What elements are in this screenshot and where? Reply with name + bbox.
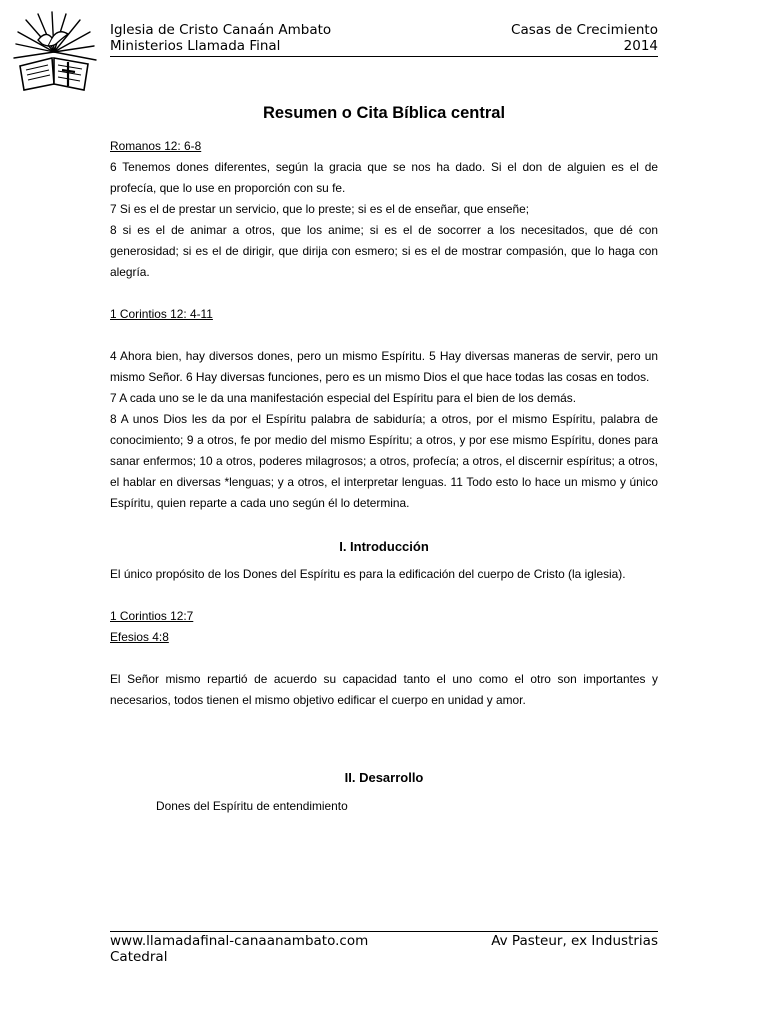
- series-name: Casas de Crecimiento: [511, 22, 658, 38]
- intro-paragraph: El único propósito de los Dones del Espíritu es para la edificación del cuerpo de Cristo (la iglesia).: [110, 567, 626, 581]
- development-item: Dones del Espíritu de entendimiento: [156, 799, 348, 813]
- bible-reference: Romanos 12: 6-8: [110, 139, 202, 153]
- document-body: [110, 96, 658, 817]
- address-line-1: Av Pasteur, ex Industrias: [491, 933, 658, 949]
- verse-paragraph: 4 Ahora bien, hay diversos dones, pero un mismo Espíritu. 5 Hay diversas maneras de servir, pero un mismo Señor. 6 Hay diversas funciones, pero es un mismo Dios el que hace todas las cosas en todos.: [110, 349, 658, 384]
- verse-paragraph: 6 Tenemos dones diferentes, según la gracia que se nos ha dado. Si el don de alguien es el de profecía, que lo use en proporción con su fe.: [110, 160, 658, 195]
- section-heading: I. Introducción: [339, 539, 429, 554]
- intro-paragraph: El Señor mismo repartió de acuerdo su capacidad tanto el uno como el otro son importantes y necesarios, todos tienen el mismo objetivo edificar el cuerpo en unidad y amor.: [110, 672, 658, 707]
- website-text: www.llamadafinal-canaanambato.com: [110, 933, 369, 949]
- footer: [110, 933, 658, 965]
- bible-reference: Efesios 4:8: [110, 630, 169, 644]
- ministry-name: Ministerios Llamada Final: [110, 38, 281, 54]
- header-row-1: [110, 23, 658, 38]
- verse-paragraph: 8 A unos Dios les da por el Espíritu palabra de sabiduría; a otros, por el mismo Espíritu, palabra de conocimiento; 9 a otros, fe por medio del mismo Espíritu; a otros, y por ese mismo Espíritu, dones para sanar enfermos; 10 a otros, poderes milagrosos; a otros, profecía; a otros, el discernir espíritus; a otros, el hablar en diversas *lenguas; y a otros, el interpretar lenguas. 11 Todo esto lo hace un mismo y único Espíritu, quien reparte a cada uno según él lo determina.: [110, 412, 658, 510]
- bible-reference: 1 Corintios 12: 4-11: [110, 307, 213, 321]
- verse-paragraph: 7 A cada uno se le da una manifestación especial del Espíritu para el bien de los demás.: [110, 391, 577, 405]
- church-name: Iglesia de Cristo Canaán Ambato: [110, 22, 332, 38]
- header-rule: [110, 56, 658, 57]
- page-title: Resumen o Cita Bíblica central: [262, 104, 506, 122]
- verse-paragraph: 8 si es el de animar a otros, que los anime; si es el de socorrer a los necesitados, que dé con generosidad; si es el de dirigir, que dirija con esmero; si es el de mostrar compasión, que lo haga con alegría.: [110, 223, 658, 279]
- footer-rule: [110, 931, 658, 932]
- year: 2014: [623, 38, 658, 54]
- address-line-2: Catedral: [110, 949, 168, 965]
- section-heading: II. Desarrollo: [344, 770, 424, 785]
- bible-reference: 1 Corintios 12:7: [110, 609, 194, 623]
- verse-paragraph: 7 Si es el de prestar un servicio, que lo preste; si es el de enseñar, que enseñe;: [110, 202, 530, 216]
- header-row-2: [110, 39, 658, 54]
- church-logo-icon: [8, 10, 100, 94]
